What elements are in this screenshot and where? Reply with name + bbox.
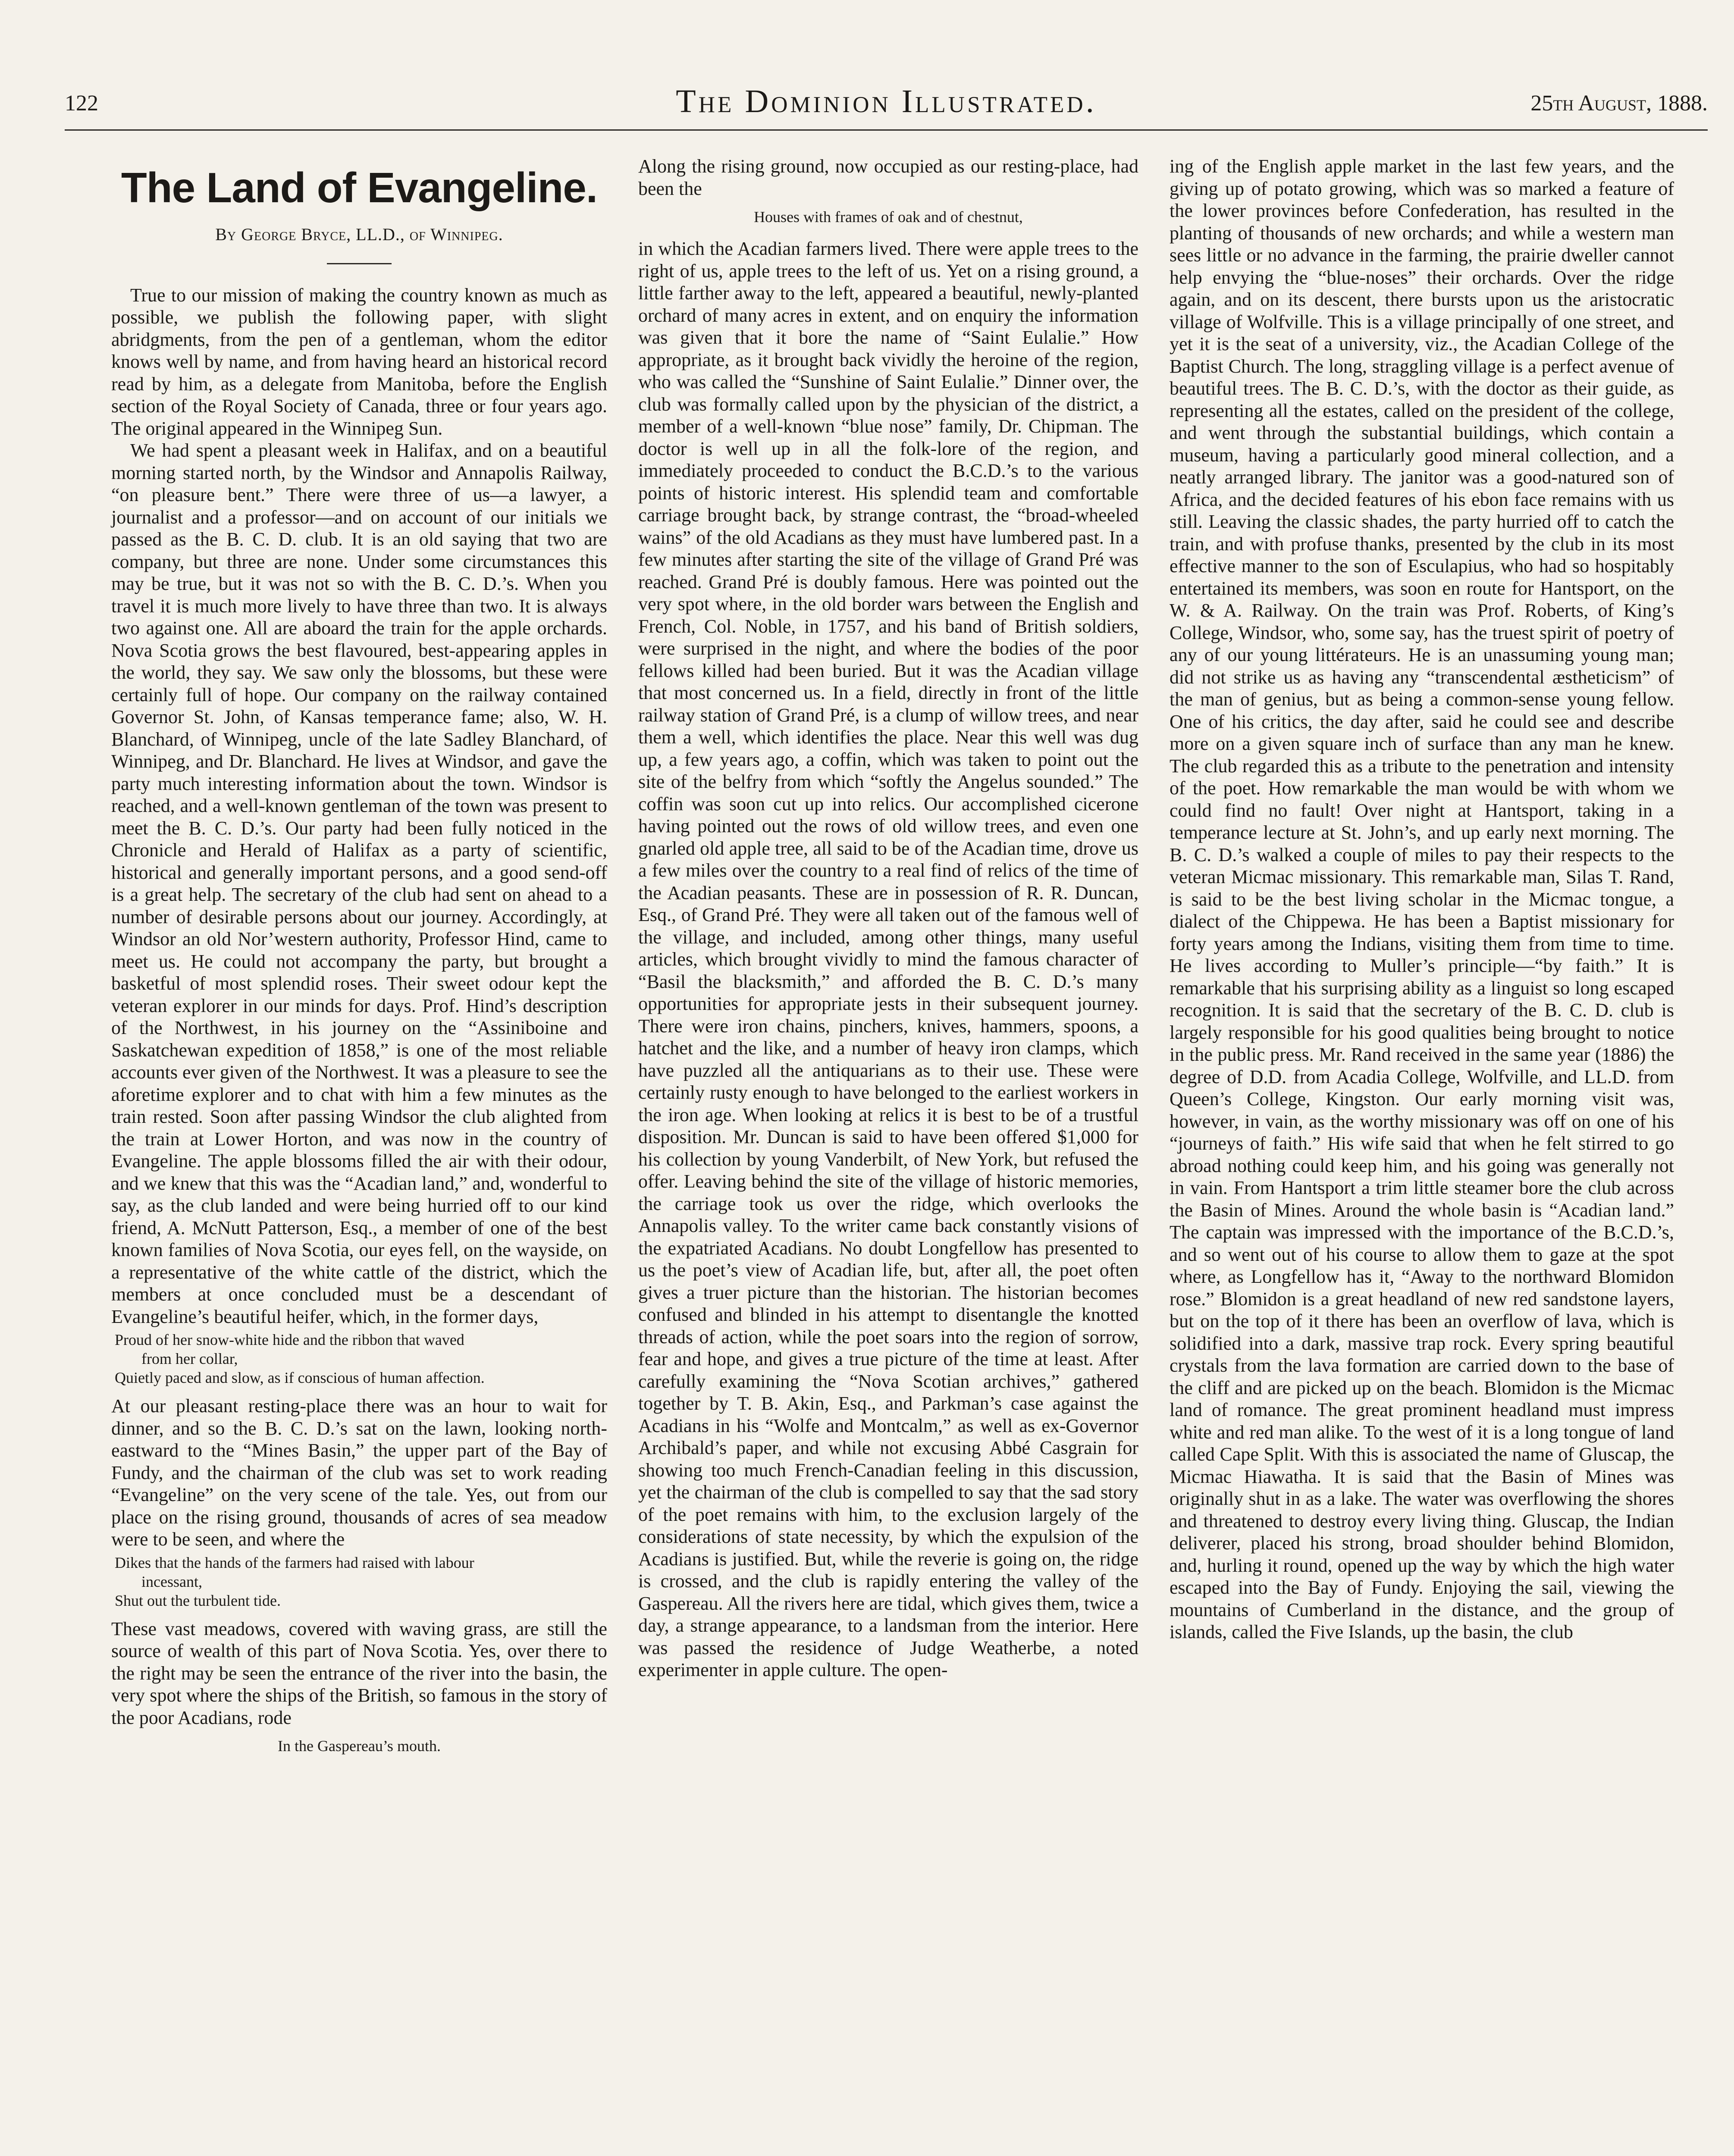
issue-date: 25th August, 1888. — [1530, 91, 1708, 116]
verse-line: Quietly paced and slow, as if conscious of human affection. — [115, 1369, 485, 1386]
verse-line: Dikes that the hands of the farmers had raised with labour — [115, 1554, 474, 1571]
verse-quote: In the Gaspereau’s mouth. — [278, 1737, 441, 1755]
verse-line: incessant, — [141, 1573, 202, 1590]
page-number: 122 — [65, 91, 98, 116]
column-3 — [1170, 155, 1674, 1643]
column-2 — [638, 155, 1138, 1681]
running-head — [65, 83, 1708, 129]
journal-title: The Dominion Illustrated. — [676, 83, 1097, 119]
paragraph: in which the Acadian farmers lived. There were apple trees to the right of us, apple trees to the left of us. Yet on a rising ground, a little farther away to the left, appeared a beautiful, newly-planted orchard of many acres in extent, and on enquiry the information was given that it bore the name of “Saint Eulalie.” How appropriate, as it brought back vividly the heroine of the region, who was called the “Sunshine of Saint Eulalie.” Dinner over, the club was formally called upon by the physician of the district, a member of a well-known “blue nose” family, Dr. Chipman. The doctor is well up in all the folk-lore of the region, and immediately proceeded to conduct the B.C.D.’s to the various points of historic interest. His splendid team and comfortable carriage brought back, by strange contrast, the “broad-wheeled wains” of the old Acadians as they must have lumbered past. In a few minutes after starting the site of the village of Grand Pré was reached. Grand Pré is doubly famous. Here was pointed out the very spot where, in the old border wars between the English and French, Col. Noble, in 1757, and his band of British soldiers, were surprised in the night, and where the bodies of the poor fellows killed had been buried. But it was the Acadian village that most concerned us. In a field, directly in front of the little railway station of Grand Pré, is a clump of willow trees, and near them a well, which identifies the place. Near this well was dug up, a few years ago, a coffin, which was taken to point out the site of the belfry from which “softly the Angelus sounded.” The coffin was soon cut up into relics. Our accomplished cicerone having pointed out the rows of old willow trees, and even one gnarled old apple tree, all said to be of the Acadian time, drove us a few miles over the country to a real find of relics of the time of the Acadian peasants. These are in possession of R. R. Duncan, Esq., of Grand Pré. They were all taken out of the famous well of the village, and included, among other things, many useful articles, which brought vividly to mind the famous character of “Basil the blacksmith,” and afforded the B. C. D.’s many opportunities for appropriate jests in their subsequent journey. There were iron chains, pinchers, knives, hammers, spoons, a hatchet and the like, and a number of heavy iron clamps, which have puzzled all the antiquarians as to their use. These were certainly rusty enough to have belonged to the earliest workers in the iron age. When looking at relics it is best to be of a trustful disposition. Mr. Duncan is said to have been offered $1,000 for his collection by young Vanderbilt, of New York, but refused the offer. Leaving behind the site of the village of historic memories, the carriage took us over the ridge, which overlooks the Annapolis valley. To the writer came back constantly visions of the expatriated Acadians. No doubt Longfellow has presented to us the poet’s view of Acadian life, but, after all, the poet often gives a truer picture than the historian. The historian becomes confused and blinded in his attempt to disentangle the knotted threads of action, while the poet soars into the region of sorrow, fear and hope, and gives a true picture of the time at least. After carefully examining the “Nova Scotian archives,” gathered together by T. B. Akin, Esq., and Parkman’s case against the Acadians in his “Wolfe and Montcalm,” as well as ex-Governor Archibald’s paper, and while not excusing Abbé Casgrain for showing too much French-Canadian feeling in this discussion, yet the chairman of the club is compelled to say that the sad story of the poet remains with him, to the exclusion largely of the considerations of state necessity, by which the expulsion of the Acadians is justified. But, while the reverie is going on, the ridge is crossed, and the club is rapidly entering the valley of the Gaspereau. All the rivers here are tidal, which gives them, twice a day, a strange appearance, to a landsman from the interior. Here was passed the residence of Judge Weatherbe, a noted experimenter in apple culture. The open- — [638, 238, 1138, 1680]
article-title: The Land of Evangeline. — [121, 164, 598, 211]
verse-quote — [111, 1553, 607, 1610]
paragraph: True to our mission of making the country known as much as possible, we publish the following paper, with slight abridgments, from the pen of a gentleman, whom the editor knows well by name, and from having heard an historical record read by him, as a delegate from Manitoba, before the English section of the Royal Society of Canada, three or four years ago. The original appeared in the Winnipeg Sun. — [111, 284, 607, 439]
paragraph: These vast meadows, covered with waving grass, are still the source of wealth of this part of Nova Scotia. Yes, over there to the right may be seen the entrance of the river into the basin, the very spot where the ships of the British, so famous in the story of the poor Acadians, rode — [111, 1618, 607, 1728]
paragraph: ing of the English apple market in the last few years, and the giving up of potato growing, which was so marked a feature of the lower provinces before Confederation, has resulted in the planting of thousands of new orchards; and while a western man sees little or no advance in the farming, the prairie dweller cannot help envying the “blue-noses” their orchards. Over the ridge again, and on its descent, there bursts upon us the aristocratic village of Wolfville. This is a village principally of one street, and yet it is the seat of a university, viz., the Acadian College of the Baptist Church. The long, straggling village is a perfect avenue of beautiful trees. The B. C. D.’s, with the doctor as their guide, as representing all the estates, called on the president of the college, and went through the substantial buildings, which contain a museum, having a particularly good mineral collection, and a neatly arranged library. The janitor was a good-natured son of Africa, and the decided features of his ebon face remains with us still. Leaving the classic shades, the party hurried off to catch the train, and with profuse thanks, presented by the club in its most effective manner to the son of Esculapius, who had so hospitably entertained its members, was soon en route for Hantsport, on the W. & A. Railway. On the train was Prof. Roberts, of King’s College, Windsor, who, some say, has the truest spirit of poetry of any of our young littérateurs. He is an unassuming young man; did not strike us as having any “transcendental æstheticism” of the man of genius, but as being a common-sense young fellow. One of his critics, the day after, said he could see and describe more on a given square inch of surface than any man he knew. The club regarded this as a tribute to the penetration and intensity of the poet. How remarkable the man would be with whom we could find no fault! Over night at Hantsport, taking in a temperance lecture at St. John’s, and up early next morning. The B. C. D.’s walked a couple of miles to pay their respects to the veteran Micmac missionary. This remarkable man, Silas T. Rand, is said to be the best living scholar in the Micmac tongue, a dialect of the Chippewa. He has been a Baptist missionary for forty years among the Indians, visiting them from time to time. He lives according to Muller’s principle—“by faith.” It is remarkable that his surprising ability as a linguist so long escaped recognition. It is said that the secretary of the B. C. D. club is largely responsible for his good qualities being brought to notice in the public press. Mr. Rand received in the same year (1886) the degree of D.D. from Acadia College, Wolfville, and LL.D. from Queen’s College, Kingston. Our early morning visit was, however, in vain, as the worthy missionary was off on one of his “journeys of faith.” His wife said that when he felt stirred to go abroad nothing could keep him, and his going was generally not in vain. From Hantsport a trim little steamer bore the club across the Basin of Mines. Around the whole basin is “Acadian land.” The captain was impressed with the importance of the B.C.D.’s, and so went out of his course to allow them to gaze at the spot where, as Longfellow has it, “Away to the northward Blomidon rose.” Blomidon is a great headland of new red sandstone layers, but on the top of it there has been an overflow of lava, which is solidified into a dark, massive trap rock. Every spring beautiful crystals from the lava formation are carried down to the base of the cliff and are picked up on the beach. Blomidon is the Micmac land of romance. The great prominent headland must impress white and red man alike. To the west of it is a long tongue of land called Cape Split. With this is associated the name of Gluscap, the Micmac Hiawatha. It is said that the Basin of Mines was originally shut in as a lake. The water was overflowing the shores and threatened to destroy every living thing. Gluscap, the Indian deliverer, placed his strong, broad shoulder behind Blomidon, and, hurling it round, opened up the way by which the high water escaped into the Bay of Fundy. Enjoying the sail, viewing the mountains of Cumberland in the distance, and the group of islands, called the Five Islands, up the basin, the club — [1170, 156, 1674, 1642]
paragraph: At our pleasant resting-place there was an hour to wait for dinner, and so the B. C. D.’s sat on the lawn, looking north-eastward to the “Mines Basin,” the upper part of the Bay of Fundy, and the chairman of the club was set to work reading “Evangeline” on the very scene of the tale. Yes, out from our place on the rising ground, thousands of acres of sea meadow were to be seen, and where the — [111, 1395, 607, 1550]
paragraph: Along the rising ground, now occupied as our resting-place, had been the — [638, 156, 1138, 199]
verse-quote: Houses with frames of oak and of chestnut, — [754, 208, 1023, 226]
verse-line: Proud of her snow-white hide and the ribbon that waved — [115, 1331, 464, 1348]
verse-line: from her collar, — [141, 1350, 238, 1367]
verse-line: Shut out the turbulent tide. — [115, 1592, 281, 1609]
paragraph: We had spent a pleasant week in Halifax, and on a beautiful morning started north, by the Windsor and Annapolis Railway, “on pleasure bent.” There were three of us—a lawyer, a journalist and a professor—and on account of our initials we passed as the B. C. D. club. It is an old saying that two are company, but three are none. Under some circumstances this may be true, but it was not so with the B. C. D.’s. When you travel it is much more lively to have three than two. It is always two against one. All are aboard the train for the apple orchards. Nova Scotia grows the best flavoured, best-appearing apples in the world, they say. We saw only the blossoms, but these were certainly full of hope. Our company on the railway contained Governor St. John, of Kansas temperance fame; also, W. H. Blanchard, of Winnipeg, uncle of the late Sadley Blanchard, of Winnipeg, and Dr. Blanchard. He lives at Windsor, and gave the party much interesting information about the town. Windsor is reached, and a well-known gentleman of the town was present to meet the B. C. D.’s. Our party had been fully noticed in the Chronicle and Herald of Halifax as a party of scientific, historical and generally important persons, and a good send-off is a great help. The secretary of the club had sent on ahead to a number of desirable persons about our journey. Accordingly, at Windsor an old Nor’western authority, Professor Hind, came to meet us. He could not accompany the party, but brought a basketful of most splendid roses. Their sweet odour kept the veteran explorer in our minds for days. Prof. Hind’s description of the Northwest, in his journey on the “Assiniboine and Saskatchewan expedition of 1858,” is one of the most reliable accounts ever given of the Northwest. It was a pleasure to see the aforetime explorer and to chat with him a few minutes as the train rested. Soon after passing Windsor the club alighted from the train at Lower Horton, and was now in the country of Evangeline. The apple blossoms filled the air with their odour, and we knew that this was the “Acadian land,” and, wonderful to say, as the club landed and were being hurried off to our kind friend, A. McNutt Patterson, Esq., a member of one of the best known families of Nova Scotia, our eyes fell, on the wayside, on a representative of the white cattle of the district, which the members at once concluded must be a descendant of Evangeline’s beautiful heifer, which, in the former days, — [111, 440, 607, 1327]
byline-rule — [327, 263, 392, 264]
article-byline: By George Bryce, LL.D., of Winnipeg. — [215, 225, 503, 244]
header-rule — [65, 129, 1708, 131]
column-1 — [111, 155, 607, 1767]
verse-quote — [111, 1330, 607, 1387]
